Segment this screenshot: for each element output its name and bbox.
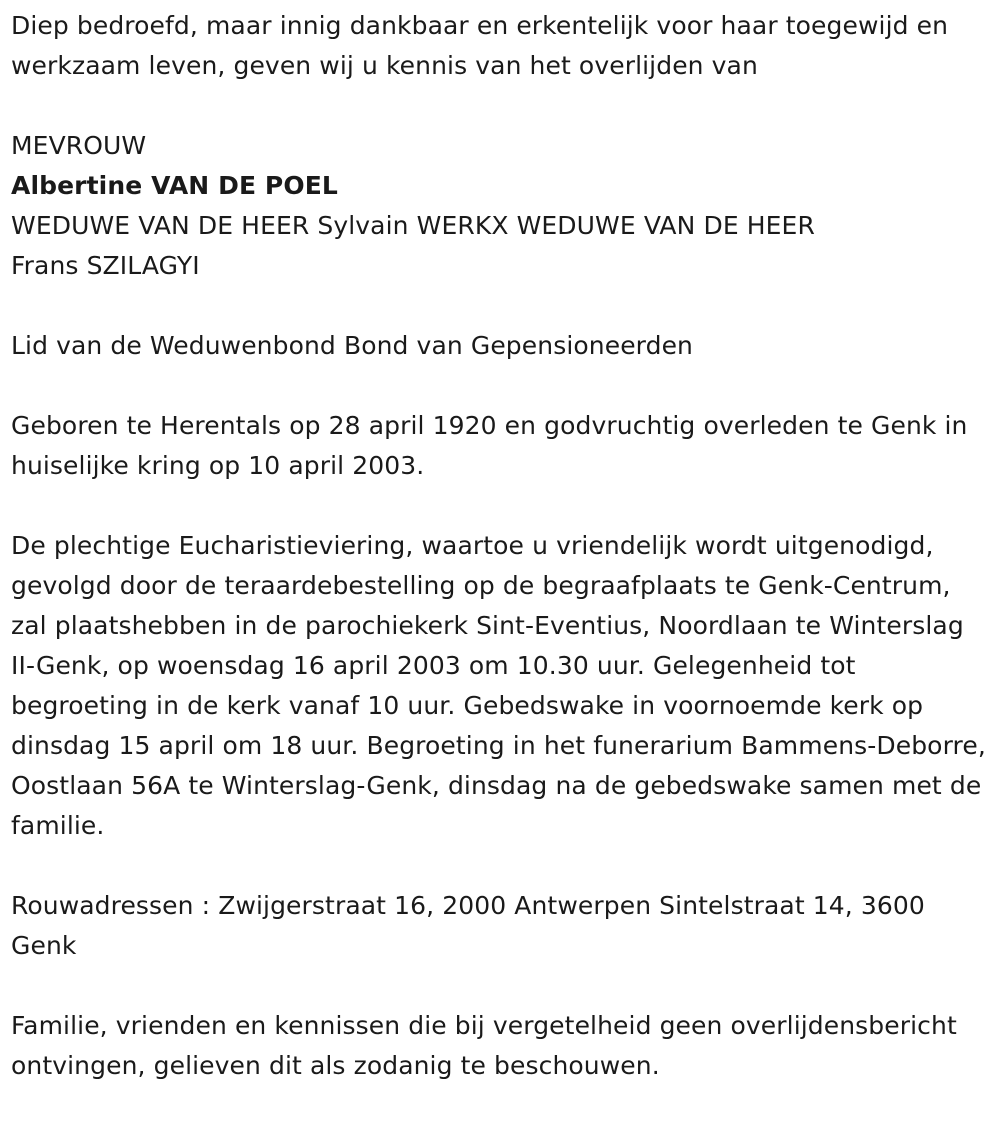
ceremony-paragraph: De plechtige Eucharistieviering, waartoe u vriendelijk wordt uitgenodigd, gevolgd door de teraardebestelling op de begraafplaats te Genk-Centrum, zal plaatshebben in de parochiekerk Sint-Eventius, Noordlaan te Winterslag II-Genk, op woensdag 16 april 2003 om 10.30 uur. Gelegenheid tot begroeting in de kerk vanaf 10 uur. Gebedswake in voornoemde kerk op dinsdag 15 april om 18 uur. Begroeting in het funerarium Bammens-Deborre, Oostlaan 56A te Winterslag-Genk, dinsdag na de gebedswake samen met de familie.: [11, 531, 986, 840]
deceased-name: Albertine VAN DE POEL: [11, 171, 338, 200]
spacer: [11, 486, 991, 526]
spacer: [11, 846, 991, 886]
title-prefix: MEVROUW: [11, 131, 147, 160]
intro-paragraph: Diep bedroefd, maar innig dankbaar en erkentelijk voor haar toegewijd en werkzaam leven, geven wij u kennis van het overlijden van: [11, 11, 949, 80]
spacer: [11, 286, 991, 326]
birth-death-paragraph: Geboren te Herentals op 28 april 1920 en godvruchtig overleden te Genk in huiselijke kring op 10 april 2003.: [11, 411, 968, 480]
spacer: [11, 966, 991, 1006]
widow-line-2: Frans SZILAGYI: [11, 251, 200, 280]
obituary-document: [11, 6, 991, 1086]
closing-paragraph: Familie, vrienden en kennissen die bij vergetelheid geen overlijdensbericht ontvingen, gelieven dit als zodanig te beschouwen.: [11, 1011, 957, 1080]
membership-line: Lid van de Weduwenbond Bond van Gepensioneerden: [11, 331, 694, 360]
addresses-paragraph: Rouwadressen : Zwijgerstraat 16, 2000 Antwerpen Sintelstraat 14, 3600 Genk: [11, 891, 925, 960]
spacer: [11, 86, 991, 126]
widow-line-1: WEDUWE VAN DE HEER Sylvain WERKX WEDUWE VAN DE HEER: [11, 211, 815, 240]
spacer: [11, 366, 991, 406]
